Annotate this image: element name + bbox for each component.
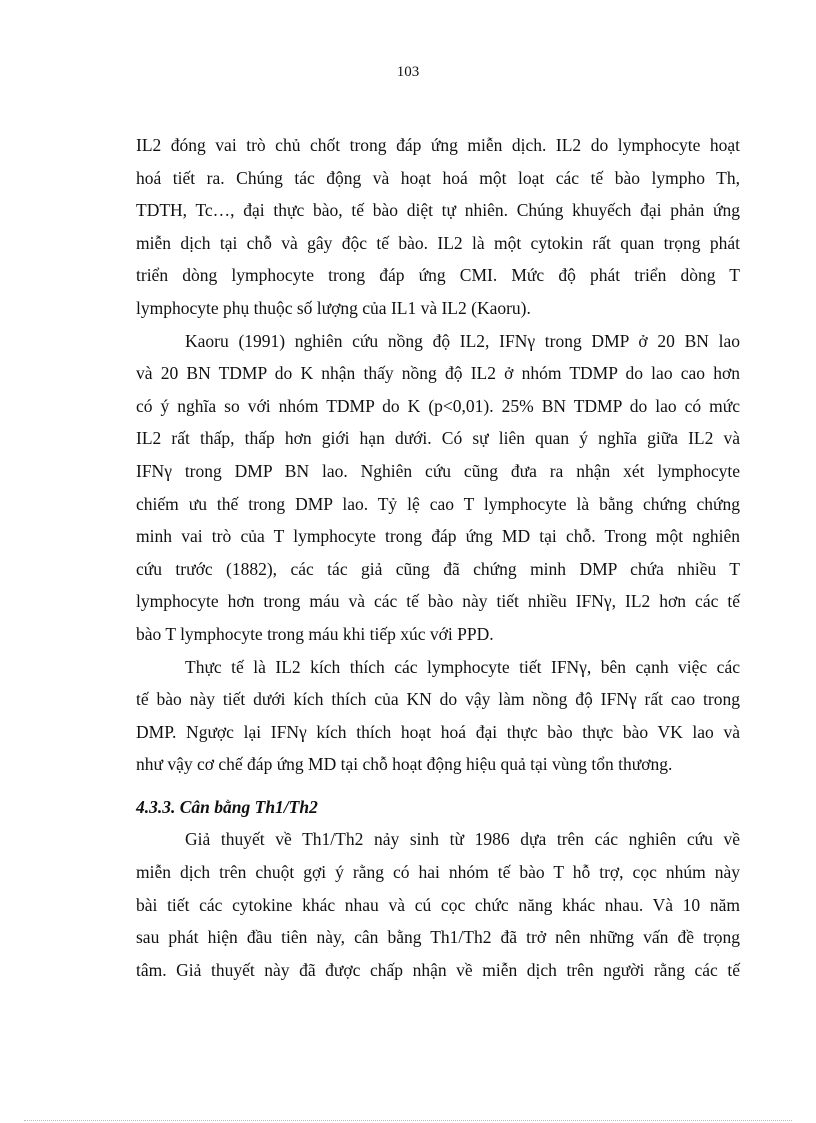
- section-heading: 4.3.3. Cân bằng Th1/Th2: [136, 796, 318, 817]
- text-line: DMP. Ngược lại IFNγ kích thích hoạt hoá đại thực bào thực bào VK lao và: [136, 721, 740, 742]
- text-line: có ý nghĩa so với nhóm TDMP do K (p<0,01). 25% BN TDMP do lao có mức: [136, 395, 740, 416]
- text-line: như vậy cơ chế đáp ứng MD tại chỗ hoạt động hiệu quả tại vùng tổn thương.: [136, 754, 673, 775]
- text-line: sau phát hiện đầu tiên này, cân bằng Th1/Th2 đã trở nên những vấn đề trọng: [136, 927, 740, 948]
- paragraph: [136, 129, 740, 325]
- text-line: TDTH, Tc…, đại thực bào, tế bào diệt tự nhiên. Chúng khuyếch đại phản ứng: [136, 200, 740, 221]
- text-line: Thực tế là IL2 kích thích các lymphocyte tiết IFNγ, bên cạnh việc các: [185, 656, 740, 677]
- text-line: miễn dịch trên chuột gợi ý rằng có hai nhóm tế bào T hỗ trợ, cọc nhúm này: [136, 862, 740, 883]
- paragraph: [136, 651, 740, 781]
- text-line: và 20 BN TDMP do K nhận thấy nồng độ IL2 ở nhóm TDMP do lao cao hơn: [136, 363, 740, 384]
- text-line: lymphocyte phụ thuộc số lượng của IL1 và IL2 (Kaoru).: [136, 297, 531, 318]
- page-number: 103: [396, 64, 420, 80]
- text-line: hoá tiết ra. Chúng tác động và hoạt hoá một loạt các tế bào lympho Th,: [136, 167, 740, 188]
- text-line: chiếm ưu thế trong DMP lao. Tỷ lệ cao T lymphocyte là bằng chứng chứng: [136, 493, 740, 514]
- text-line: Kaoru (1991) nghiên cứu nồng độ IL2, IFNγ trong DMP ở 20 BN lao: [185, 330, 740, 351]
- text-line: IL2 rất thấp, thấp hơn giới hạn dưới. Có sự liên quan ý nghĩa giữa IL2 và: [136, 428, 740, 449]
- paragraph: [136, 325, 740, 651]
- text-line: tâm. Giả thuyết này đã được chấp nhận về miễn dịch trên người rằng các tế: [136, 959, 740, 980]
- text-line: minh vai trò của T lymphocyte trong đáp ứng MD tại chỗ. Trong một nghiên: [136, 526, 740, 547]
- text-line: IFNγ trong DMP BN lao. Nghiên cứu cũng đưa ra nhận xét lymphocyte: [136, 460, 740, 481]
- text-line: triển dòng lymphocyte trong đáp ứng CMI. Mức độ phát triển dòng T: [136, 265, 740, 286]
- document-body: [136, 129, 740, 986]
- text-line: bài tiết các cytokine khác nhau và cú cọc chức năng khác nhau. Và 10 năm: [136, 894, 740, 915]
- page-bottom-rule: [24, 1120, 792, 1121]
- text-line: tế bào này tiết dưới kích thích của KN do vậy làm nồng độ IFNγ rất cao trong: [136, 689, 740, 710]
- text-line: miễn dịch tại chỗ và gây độc tế bào. IL2 là một cytokin rất quan trọng phát: [136, 232, 740, 253]
- text-line: Giả thuyết về Th1/Th2 nảy sinh từ 1986 dựa trên các nghiên cứu về: [185, 829, 740, 850]
- text-line: lymphocyte hơn trong máu và các tế bào này tiết nhiều IFNγ, IL2 hơn các tế: [136, 591, 740, 612]
- paragraph: [136, 823, 740, 986]
- text-line: cứu trước (1882), các tác giả cũng đã chứng minh DMP chứa nhiều T: [136, 558, 740, 579]
- text-line: bào T lymphocyte trong máu khi tiếp xúc với PPD.: [136, 623, 494, 644]
- text-line: IL2 đóng vai trò chủ chốt trong đáp ứng miễn dịch. IL2 do lymphocyte hoạt: [136, 135, 740, 155]
